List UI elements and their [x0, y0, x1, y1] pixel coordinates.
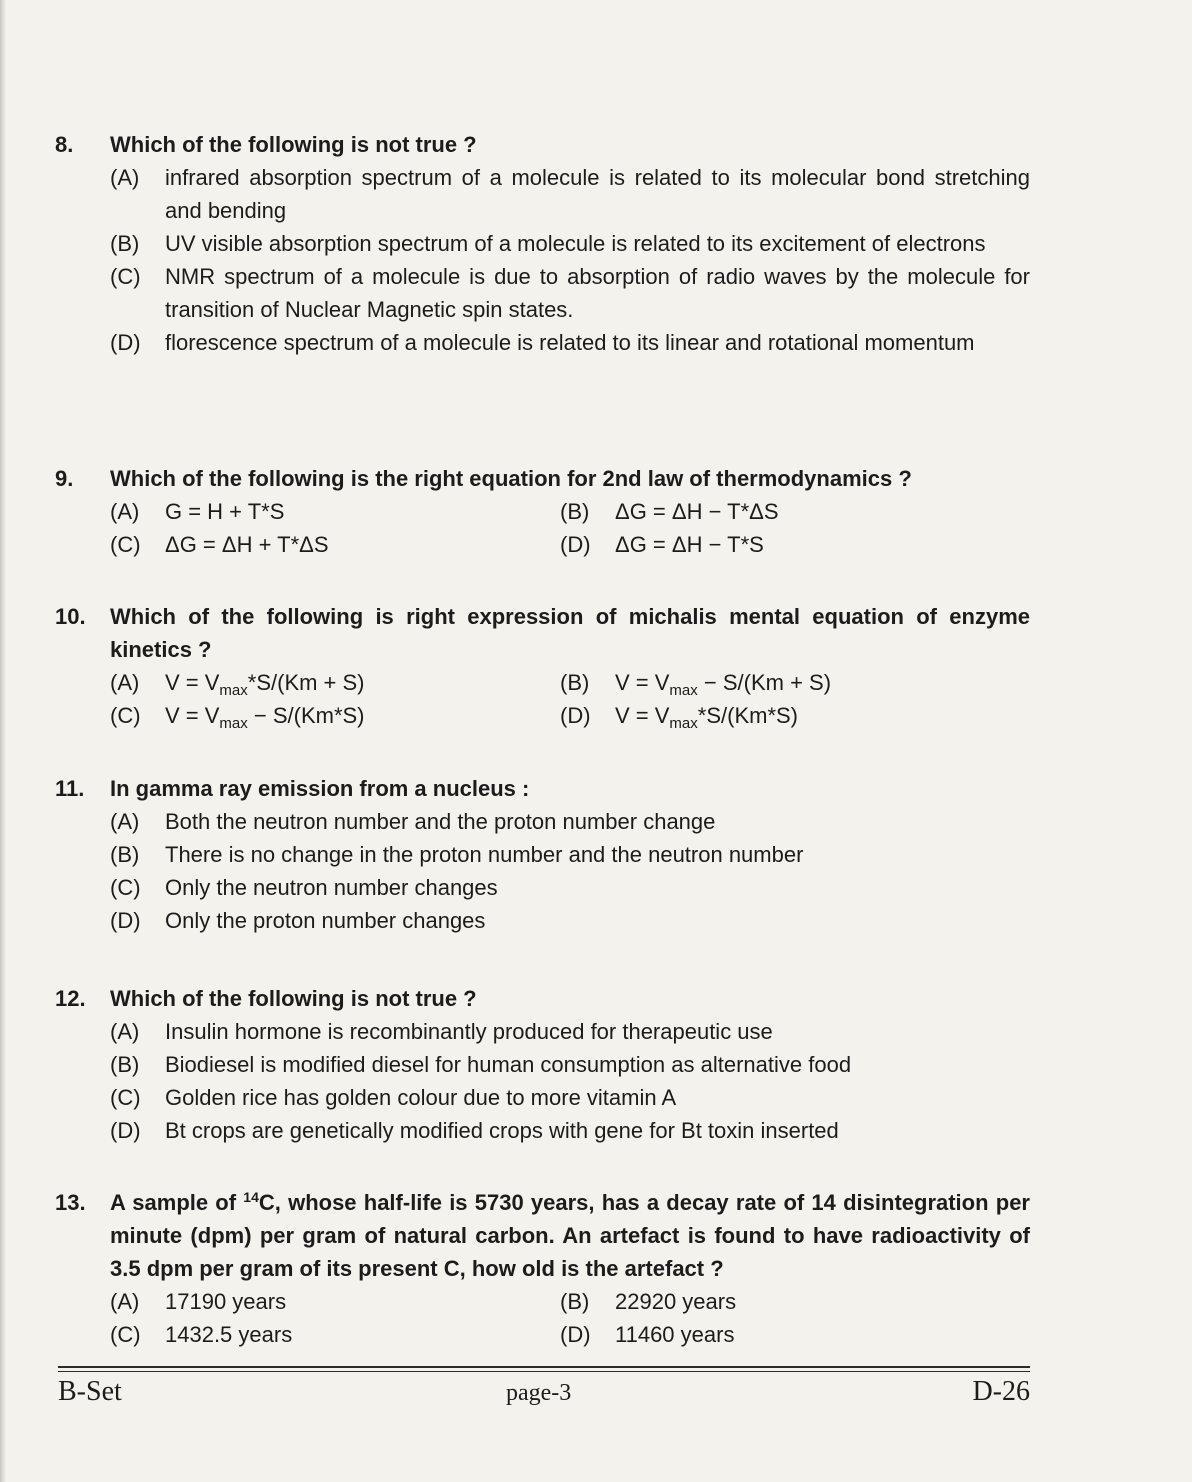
option-label: (A) [110, 809, 140, 834]
formula-post: − S/(Km*S) [247, 703, 365, 728]
formula-pre: V = V [165, 703, 220, 728]
formula-subscript: max [669, 715, 698, 732]
question-number: 8. [55, 132, 74, 157]
option-text: infrared absorption spectrum of a molecule is related to its molecular bond stretching and bending [165, 165, 1030, 223]
question-text: Which of the following is not true ? [110, 132, 477, 157]
option-label: (D) [110, 1118, 141, 1143]
option-a [110, 1015, 1030, 1048]
option-label: (B) [560, 670, 590, 695]
option-label: (A) [110, 1019, 140, 1044]
option-label: (D) [560, 1322, 591, 1347]
option-label: (B) [110, 842, 140, 867]
question-text-post: C, whose half-life is 5730 years, has a decay rate of 14 disintegration per minute (dpm) per gram of natural carbon. An artefact is found to have radioactivity of 3.5 dpm per gram of its present C, how old is the artefact ? [110, 1190, 1030, 1281]
option-a [110, 1285, 560, 1318]
formula-post: *S/(Km*S) [697, 703, 799, 728]
option-label: (C) [110, 875, 141, 900]
option-c [110, 871, 1030, 904]
question-text-pre: A sample of [110, 1190, 244, 1215]
option-label: (A) [110, 499, 140, 524]
option-label: (A) [110, 165, 140, 190]
footer-rule-bottom [58, 1371, 1030, 1372]
option-text: ΔG = ΔH + T*ΔS [165, 532, 329, 557]
option-label: (A) [110, 1289, 140, 1314]
option-d [560, 1318, 1030, 1351]
option-text: There is no change in the proton number and the neutron number [165, 842, 804, 867]
option-b [560, 495, 1030, 528]
option-b [110, 1048, 1030, 1081]
option-label: (C) [110, 532, 141, 557]
question-text: In gamma ray emission from a nucleus : [110, 776, 530, 801]
footer-rule-top [58, 1366, 1030, 1368]
option-c [110, 1318, 560, 1351]
option-formula [165, 666, 365, 699]
option-d [110, 1114, 1030, 1147]
option-text: Only the proton number changes [165, 908, 486, 933]
option-text: Bt crops are genetically modified crops with gene for Bt toxin inserted [165, 1118, 839, 1143]
question-text [110, 1186, 1030, 1285]
option-text: 11460 years [615, 1322, 735, 1347]
option-label: (B) [560, 499, 590, 524]
option-c [110, 260, 1030, 326]
option-label: (D) [110, 330, 141, 355]
formula-subscript: max [669, 682, 698, 699]
question-number: 11. [55, 776, 85, 801]
option-text: Both the neutron number and the proton number change [165, 809, 716, 834]
question-number: 12. [55, 986, 86, 1011]
option-a [110, 666, 560, 699]
question-number: 10. [55, 604, 86, 629]
option-label: (D) [560, 532, 591, 557]
option-d [560, 528, 1030, 561]
option-text: Biodiesel is modified diesel for human consumption as alternative food [165, 1052, 852, 1077]
paper-code: D-26 [972, 1376, 1030, 1407]
option-text: 17190 years [165, 1289, 287, 1314]
option-d [560, 699, 1030, 732]
option-d [110, 904, 1030, 937]
formula-subscript: max [219, 682, 248, 699]
question-8 [55, 128, 1030, 359]
option-text: ΔG = ΔH − T*ΔS [615, 499, 779, 524]
question-13 [55, 1186, 1030, 1351]
option-label: (C) [110, 264, 141, 289]
question-text: Which of the following is the right equation for 2nd law of thermodynamics ? [110, 466, 912, 491]
option-label: (B) [110, 231, 140, 256]
question-9 [55, 462, 1030, 561]
option-b [560, 1285, 1030, 1318]
option-label: (B) [560, 1289, 590, 1314]
option-a [110, 495, 560, 528]
option-d [110, 326, 1030, 359]
option-label: (D) [560, 703, 591, 728]
option-c [110, 528, 560, 561]
option-formula [165, 699, 365, 732]
option-label: (D) [110, 908, 141, 933]
option-c [110, 1081, 1030, 1114]
isotope-superscript: 14 [243, 1189, 259, 1205]
option-b [560, 666, 1030, 699]
option-text: UV visible absorption spectrum of a molecule is related to its excitement of electrons [165, 231, 986, 256]
option-text: 1432.5 years [165, 1322, 293, 1347]
option-text: G = H + T*S [165, 499, 285, 524]
formula-pre: V = V [165, 670, 220, 695]
option-formula [615, 699, 798, 732]
option-a [110, 161, 1030, 227]
option-text: Only the neutron number changes [165, 875, 498, 900]
question-number: 13. [55, 1190, 86, 1215]
option-text: florescence spectrum of a molecule is related to its linear and rotational momentum [165, 330, 975, 355]
option-b [110, 227, 1030, 260]
page-footer [58, 1376, 1030, 1416]
option-label: (C) [110, 1322, 141, 1347]
option-text: 22920 years [615, 1289, 737, 1314]
question-10 [55, 600, 1030, 732]
option-text: Golden rice has golden colour due to more vitamin A [165, 1085, 677, 1110]
formula-post: *S/(Km + S) [247, 670, 365, 695]
option-text: Insulin hormone is recombinantly produced for therapeutic use [165, 1019, 773, 1044]
formula-pre: V = V [615, 703, 670, 728]
formula-post: − S/(Km + S) [697, 670, 832, 695]
formula-pre: V = V [615, 670, 670, 695]
option-label: (B) [110, 1052, 140, 1077]
question-12 [55, 982, 1030, 1147]
page-number: page-3 [506, 1380, 572, 1406]
question-number: 9. [55, 466, 74, 491]
option-b [110, 838, 1030, 871]
option-label: (C) [110, 1085, 141, 1110]
set-label: B-Set [58, 1376, 122, 1407]
question-text: Which of the following is not true ? [110, 986, 477, 1011]
option-a [110, 805, 1030, 838]
option-label: (A) [110, 670, 140, 695]
question-11 [55, 772, 1030, 937]
question-text: Which of the following is right expression of michalis mental equation of enzyme kinetics ? [110, 604, 1030, 662]
option-c [110, 699, 560, 732]
option-formula [615, 666, 831, 699]
option-label: (C) [110, 703, 141, 728]
option-text: NMR spectrum of a molecule is due to absorption of radio waves by the molecule for transition of Nuclear Magnetic spin states. [165, 264, 1030, 322]
formula-subscript: max [219, 715, 248, 732]
option-text: ΔG = ΔH − T*S [615, 532, 764, 557]
